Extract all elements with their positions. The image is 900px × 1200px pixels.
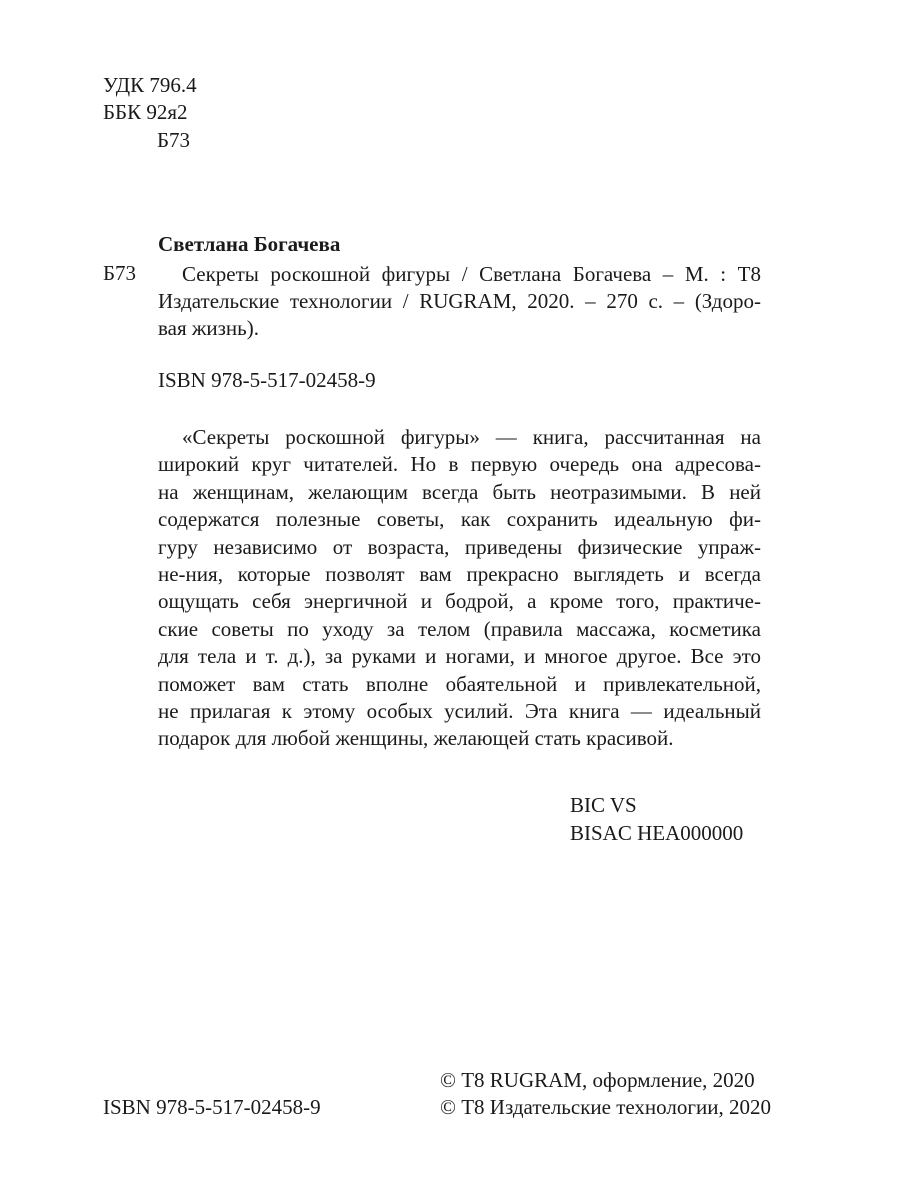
bic-code: BIC VS xyxy=(570,793,637,817)
side-author-code: Б73 xyxy=(103,261,137,285)
annotation-line: широкий круг читателей. Но в первую очередь она адресова- xyxy=(158,452,761,477)
biblio-line: Издательские технологии / RUGRAM, 2020. – 270 с. – (Здоро- xyxy=(158,289,761,313)
author-sign-code: Б73 xyxy=(157,128,191,152)
udk-code: УДК 796.4 xyxy=(103,73,197,97)
annotation-line: подарок для любой женщины, желающей стать красивой. xyxy=(158,726,674,751)
footer-isbn: ISBN 978-5-517-02458-9 xyxy=(103,1095,321,1119)
biblio-line: вая жизнь). xyxy=(158,316,259,340)
annotation-line: гуру независимо от возраста, приведены физические упраж- xyxy=(158,534,761,559)
bibliographic-record xyxy=(158,261,761,342)
book-annotation xyxy=(158,424,761,753)
annotation-line: ощущать себя энергичной и бодрой, а кроме того, практиче- xyxy=(158,589,761,614)
copyright-publisher: © Т8 Издательские технологии, 2020 xyxy=(440,1095,771,1119)
annotation-line: содержатся полезные советы, как сохранить идеальную фи- xyxy=(158,507,761,532)
biblio-line: Секреты роскошной фигуры / Светлана Богачева – М. : Т8 xyxy=(182,262,761,286)
bbk-code: ББК 92я2 xyxy=(103,100,188,124)
annotation-line: не прилагая к этому особых усилий. Эта книга — идеальный xyxy=(158,699,761,724)
isbn-entry: ISBN 978-5-517-02458-9 xyxy=(158,368,376,392)
copyright-design: © Т8 RUGRAM, оформление, 2020 xyxy=(440,1068,755,1092)
annotation-line: ские советы по уходу за телом (правила массажа, косметика xyxy=(158,616,761,641)
author-name: Светлана Богачева xyxy=(158,232,341,256)
annotation-line: на женщинам, желающим всегда быть неотразимыми. В ней xyxy=(158,479,761,504)
annotation-line: поможет вам стать вполне обаятельной и привлекательной, xyxy=(158,671,761,696)
annotation-line: для тела и т. д.), за руками и ногами, и многое другое. Все это xyxy=(158,644,761,669)
annotation-line: не-ния, которые позволят вам прекрасно выглядеть и всегда xyxy=(158,562,761,587)
bisac-code: BISAC HEA000000 xyxy=(570,821,744,845)
annotation-line: «Секреты роскошной фигуры» — книга, рассчитанная на xyxy=(182,425,761,449)
